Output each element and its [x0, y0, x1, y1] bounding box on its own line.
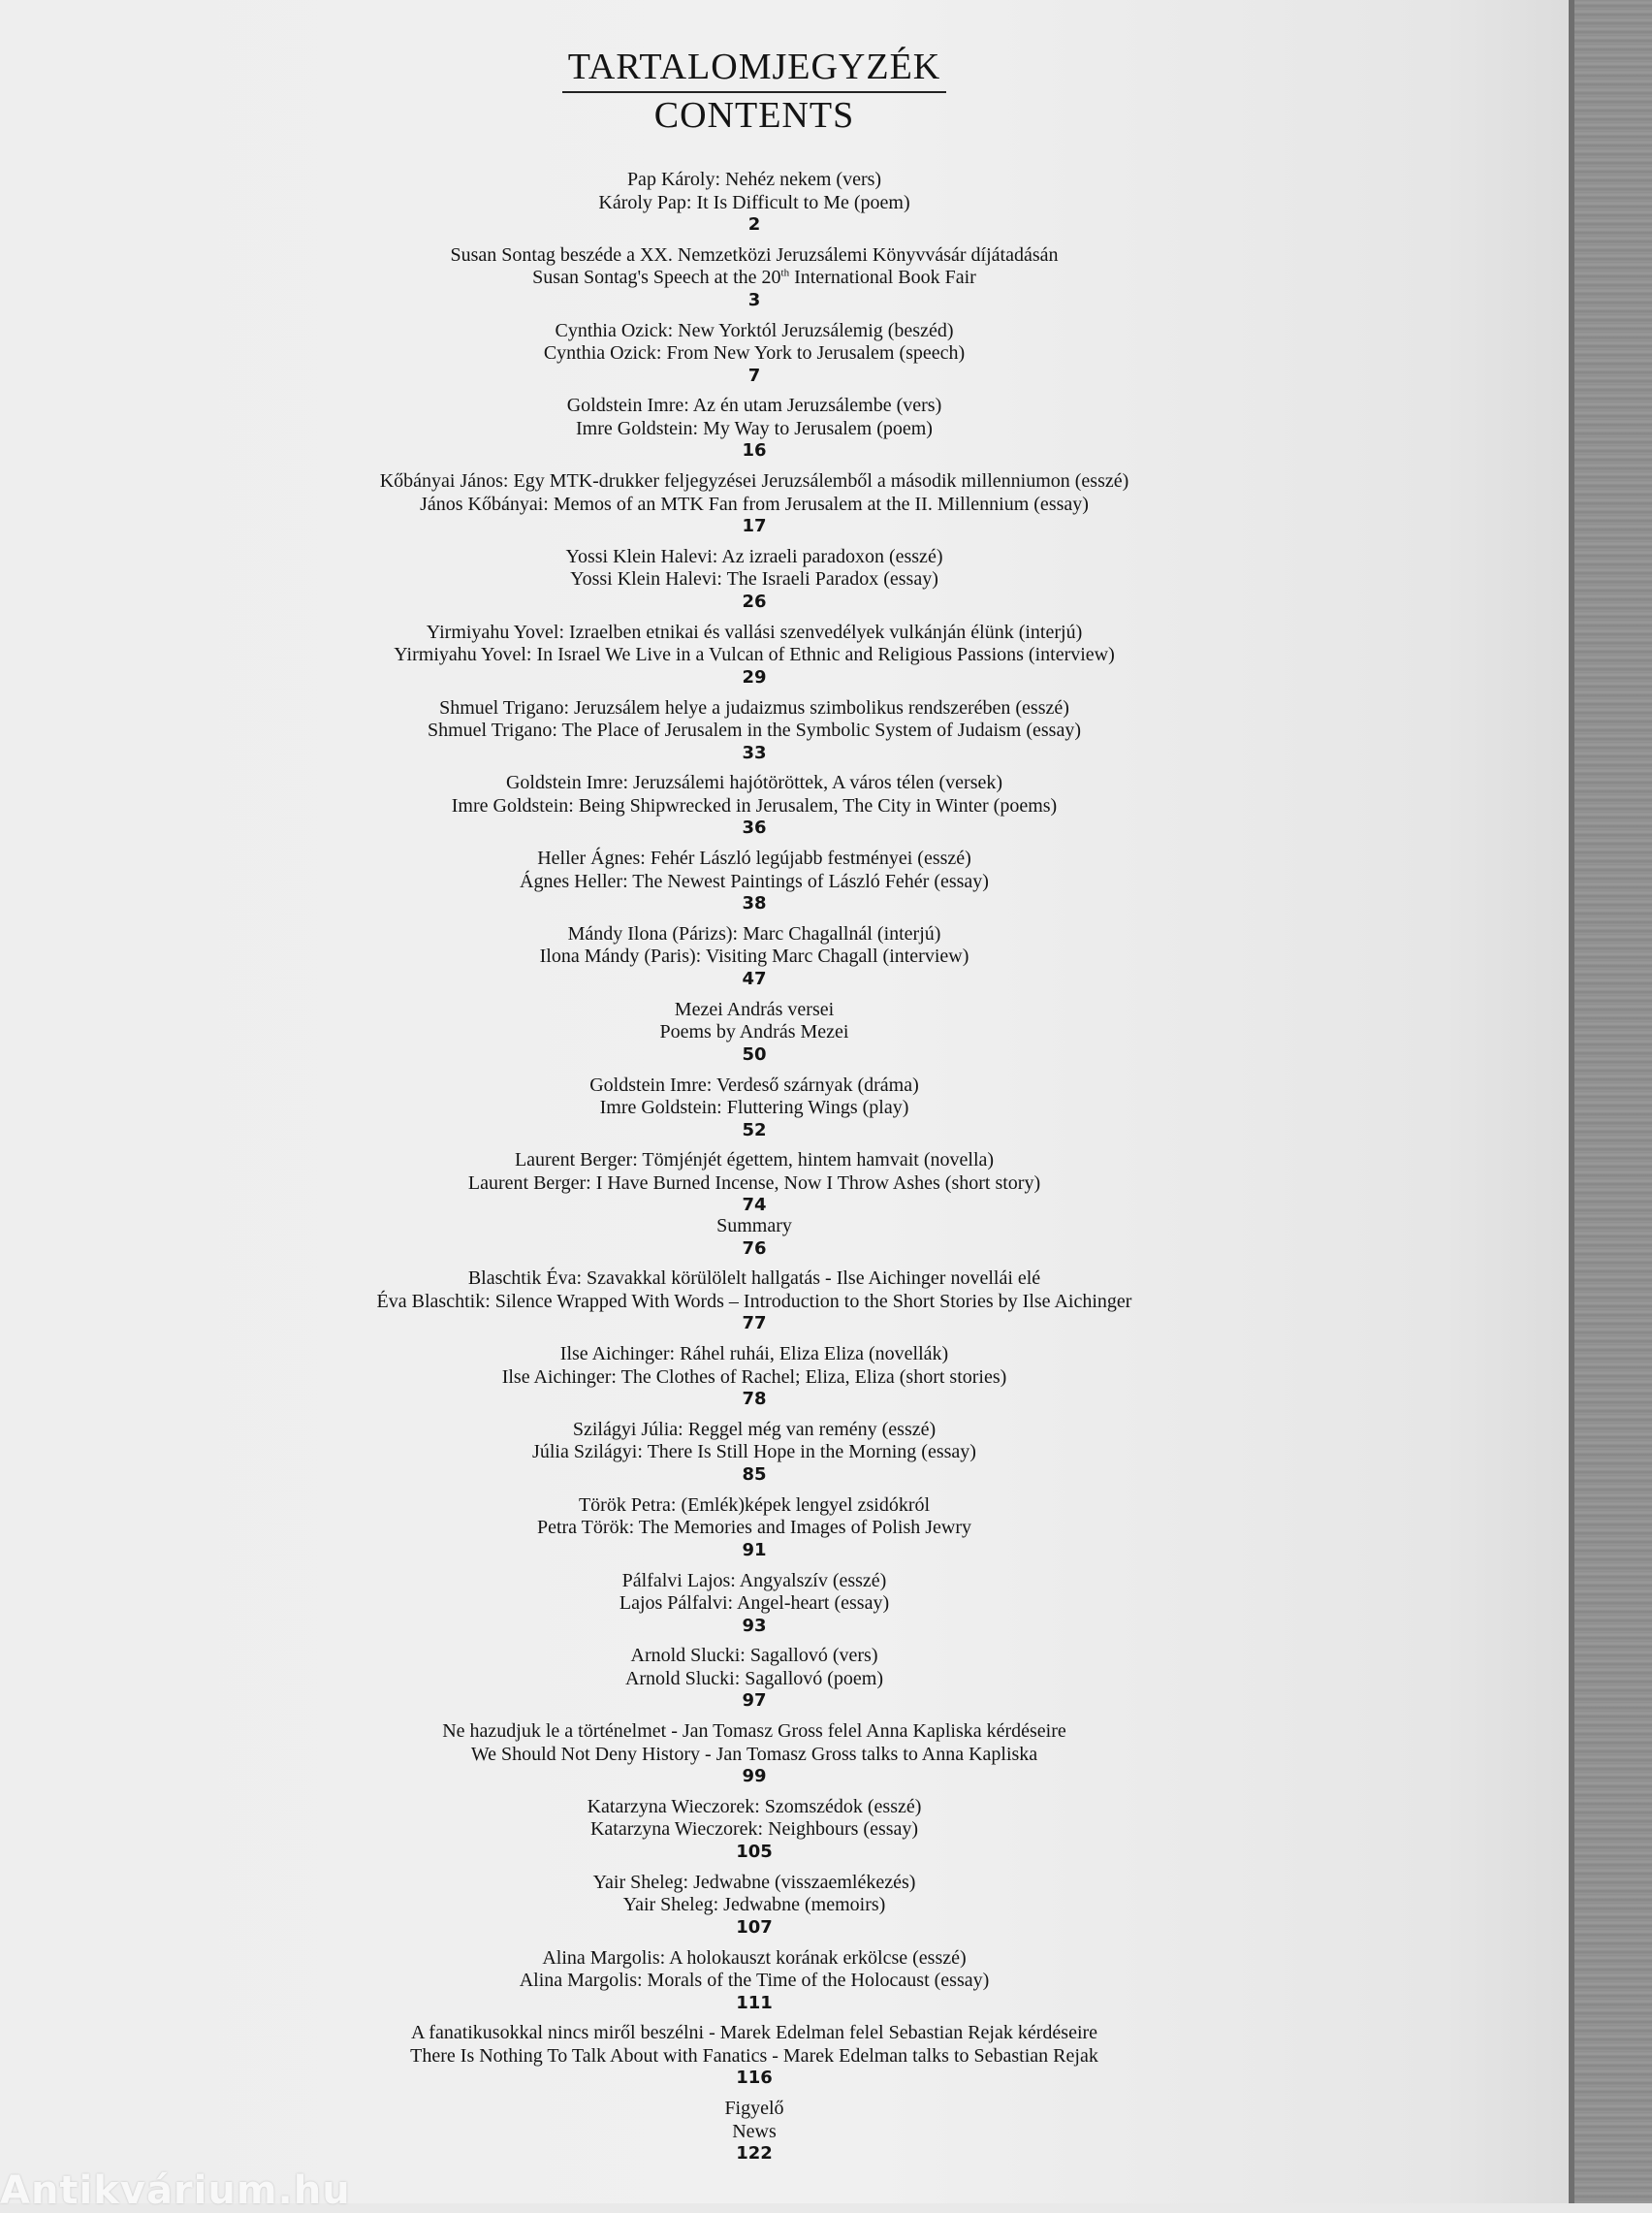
page-number: 33: [742, 742, 767, 763]
toc-entry: [0, 244, 1509, 320]
entry-title-hu: Pap Károly: Nehéz nekem (vers): [626, 169, 882, 190]
toc-entry: [0, 1267, 1509, 1343]
entry-title-hu: Cynthia Ozick: New Yorktól Jeruzsálemig (beszéd): [555, 319, 954, 341]
page-number: 16: [742, 440, 767, 462]
page-number: 26: [742, 591, 767, 612]
page-number: 17: [742, 516, 767, 537]
entry-title-en: Károly Pap: It Is Difficult to Me (poem): [598, 191, 910, 213]
toc-entry: [0, 1419, 1509, 1494]
entry-title-en: Petra Török: The Memories and Images of Polish Jewry: [536, 1517, 972, 1539]
page-number: 29: [742, 666, 767, 688]
entry-title-en: Arnold Slucki: Sagallovó (poem): [624, 1667, 884, 1689]
title-english: CONTENTS: [653, 95, 855, 136]
entry-title-hu: Arnold Slucki: Sagallovó (vers): [630, 1645, 878, 1667]
entry-title-hu: Figyelő: [724, 2098, 784, 2120]
page-number: 93: [742, 1615, 767, 1636]
toc-entry: [0, 546, 1509, 622]
page-number: 85: [742, 1463, 767, 1485]
ordinal-suffix: th: [780, 267, 790, 279]
page-number: 97: [742, 1690, 767, 1712]
page-number: 107: [736, 1916, 773, 1938]
page-number: 122: [736, 2143, 773, 2165]
entry-title-en: Lajos Pálfalvi: Angel-heart (essay): [619, 1592, 890, 1615]
entry-title-hu: Blaschtik Éva: Szavakkal körülölelt hallgatás - Ilse Aichinger novellái elé: [467, 1267, 1041, 1290]
toc-entry: [0, 1720, 1509, 1796]
toc-entry: [0, 622, 1509, 697]
entry-title-hu: Mezei András versei: [674, 998, 835, 1020]
entry-title-hu: Ne hazudjuk le a történelmet - Jan Tomasz Gross felel Anna Kapliska kérdéseire: [442, 1720, 1066, 1743]
page-number: 105: [736, 1841, 773, 1862]
page-number: 76: [742, 1237, 767, 1259]
toc-entry: [0, 1570, 1509, 1646]
toc-entry: [0, 395, 1509, 470]
toc-entry: [0, 2022, 1509, 2098]
toc-entry: [0, 1215, 1509, 1267]
entry-title-en: Imre Goldstein: Being Shipwrecked in Jerusalem, The City in Winter (poems): [451, 794, 1058, 817]
entry-title-hu: Mándy Ilona (Párizs): Marc Chagallnál (interjú): [567, 922, 941, 945]
entry-title-en: There Is Nothing To Talk About with Fanatics - Marek Edelman talks to Sebastian Rejak: [410, 2044, 1098, 2067]
entry-title-hu: Goldstein Imre: Verdeső szárnyak (dráma): [589, 1074, 919, 1096]
entry-title: Summary: [716, 1215, 792, 1237]
page-number: 99: [742, 1766, 767, 1787]
entry-title-en-part: Susan Sontag's Speech at the 20: [532, 267, 781, 289]
toc-entry: [0, 1494, 1509, 1570]
entry-title-en: Imre Goldstein: My Way to Jerusalem (poem): [576, 417, 933, 439]
entry-title-hu: Laurent Berger: Tömjénjét égettem, hintem hamvait (novella): [514, 1149, 995, 1171]
entry-title-en: Poems by András Mezei: [659, 1021, 849, 1043]
entry-title-en: Éva Blaschtik: Silence Wrapped With Words – Introduction to the Short Stories by Ilse Aichinger: [376, 1290, 1132, 1312]
entry-title-hu: Szilágyi Júlia: Reggel még van remény (esszé): [572, 1418, 937, 1440]
entry-title-hu: Heller Ágnes: Fehér László legújabb festményei (esszé): [537, 848, 971, 870]
entry-title-en: Cynthia Ozick: From New York to Jerusalem (speech): [543, 342, 966, 365]
entry-title-en: Shmuel Trigano: The Place of Jerusalem in the Symbolic System of Judaism (essay): [427, 720, 1081, 742]
watermark: Antikvárium.hu: [0, 2168, 351, 2213]
entry-title-en: Júlia Szilágyi: There Is Still Hope in the Morning (essay): [532, 1441, 976, 1463]
toc-entry: [0, 848, 1509, 923]
entry-title-hu: Yair Sheleg: Jedwabne (visszaemlékezés): [592, 1871, 916, 1893]
toc-entry: [0, 1645, 1509, 1720]
toc-entry: [0, 697, 1509, 773]
entry-title-hu: Katarzyna Wieczorek: Szomszédok (esszé): [587, 1795, 922, 1817]
toc-entry: [0, 2098, 1509, 2173]
page-number: 7: [747, 365, 761, 386]
entry-title-en-part: International Book Fair: [789, 267, 976, 289]
entry-title-en: Yair Sheleg: Jedwabne (memoirs): [622, 1894, 886, 1916]
toc-entry: [0, 1947, 1509, 2023]
entry-title-en: Yirmiyahu Yovel: In Israel We Live in a Vulcan of Ethnic and Religious Passions (interview): [394, 644, 1115, 666]
title-hungarian: TARTALOMJEGYZÉK: [562, 45, 946, 93]
page-number: 47: [742, 968, 767, 989]
entry-title-hu: Yossi Klein Halevi: Az izraeli paradoxon (esszé): [565, 545, 943, 567]
toc-entry: [0, 999, 1509, 1074]
page-number: 2: [747, 214, 761, 235]
page-number: 111: [736, 1992, 773, 2013]
toc-entry: [0, 772, 1509, 848]
page-number: 3: [747, 289, 761, 310]
entry-title-hu: Goldstein Imre: Az én utam Jeruzsálembe (vers): [566, 395, 942, 417]
entry-title-en: Katarzyna Wieczorek: Neighbours (essay): [589, 1818, 919, 1841]
entry-title-hu: Yirmiyahu Yovel: Izraelben etnikai és vallási szenvedélyek vulkánján élünk (interjú): [426, 621, 1083, 643]
entry-title-en: Laurent Berger: I Have Burned Incense, Now I Throw Ashes (short story): [467, 1171, 1041, 1194]
toc-entry: [0, 923, 1509, 999]
entry-title-hu: Alina Margolis: A holokauszt korának erkölcse (esszé): [542, 1946, 967, 1969]
toc-entry: [0, 1149, 1509, 1215]
entry-title-hu: A fanatikusokkal nincs miről beszélni - Marek Edelman felel Sebastian Rejak kérdéseire: [410, 2022, 1098, 2044]
page-number: 50: [742, 1043, 767, 1065]
page-number: 77: [742, 1313, 767, 1334]
entry-title-hu: Susan Sontag beszéde a XX. Nemzetközi Jeruzsálemi Könyvvásár díjátadásán: [450, 243, 1059, 266]
entry-title-en: We Should Not Deny History - Jan Tomasz Gross talks to Anna Kapliska: [470, 1743, 1038, 1765]
entry-title-en: Ilse Aichinger: The Clothes of Rachel; Eliza, Eliza (short stories): [501, 1365, 1007, 1388]
toc-entry: [0, 1872, 1509, 1947]
entry-title-hu: Pálfalvi Lajos: Angyalszív (esszé): [621, 1569, 887, 1591]
page-number: 36: [742, 818, 767, 839]
entry-title-en: Alina Margolis: Morals of the Time of the Holocaust (essay): [519, 1970, 990, 1992]
entry-title-hu: Kőbányai János: Egy MTK-drukker feljegyzései Jeruzsálemből a második millenniumon (esszé): [379, 470, 1129, 493]
entry-title-en: Ilona Mándy (Paris): Visiting Marc Chagall (interview): [539, 946, 969, 968]
entry-title-hu: Shmuel Trigano: Jeruzsálem helye a judaizmus szimbolikus rendszerében (esszé): [439, 696, 1069, 719]
toc-entry: [0, 1796, 1509, 1872]
entry-title-en: János Kőbányai: Memos of an MTK Fan from Jerusalem at the II. Millennium (essay): [420, 493, 1089, 515]
entry-title-hu: Goldstein Imre: Jeruzsálemi hajótöröttek, A város télen (versek): [505, 772, 1003, 794]
toc-entry: [0, 320, 1509, 396]
entry-title-en: News: [732, 2120, 777, 2142]
entry-title-hu: Ilse Aichinger: Ráhel ruhái, Eliza Eliza (novellák): [559, 1343, 949, 1365]
page-number: 116: [736, 2068, 773, 2089]
entry-title-hu: Török Petra: (Emlék)képek lengyel zsidókról: [578, 1493, 931, 1516]
toc-entry: [0, 1074, 1509, 1150]
toc-header: [0, 45, 1509, 138]
entry-title-en: Imre Goldstein: Fluttering Wings (play): [599, 1097, 909, 1119]
toc-entry: [0, 1343, 1509, 1419]
entry-title-en: Ágnes Heller: The Newest Paintings of László Fehér (essay): [520, 870, 989, 892]
page-number: 78: [742, 1389, 767, 1410]
toc-entry: [0, 470, 1509, 546]
page-number: 38: [742, 893, 767, 914]
entry-title-en: Yossi Klein Halevi: The Israeli Paradox (essay): [570, 568, 938, 591]
toc-entry: [0, 169, 1509, 244]
page-edge-stack: [1569, 0, 1652, 2203]
page-number: 74: [742, 1195, 767, 1216]
entry-title-en: [0, 267, 1509, 290]
page-number: 52: [742, 1119, 767, 1140]
page-number: 91: [742, 1539, 767, 1560]
table-of-contents: [0, 169, 1509, 2173]
